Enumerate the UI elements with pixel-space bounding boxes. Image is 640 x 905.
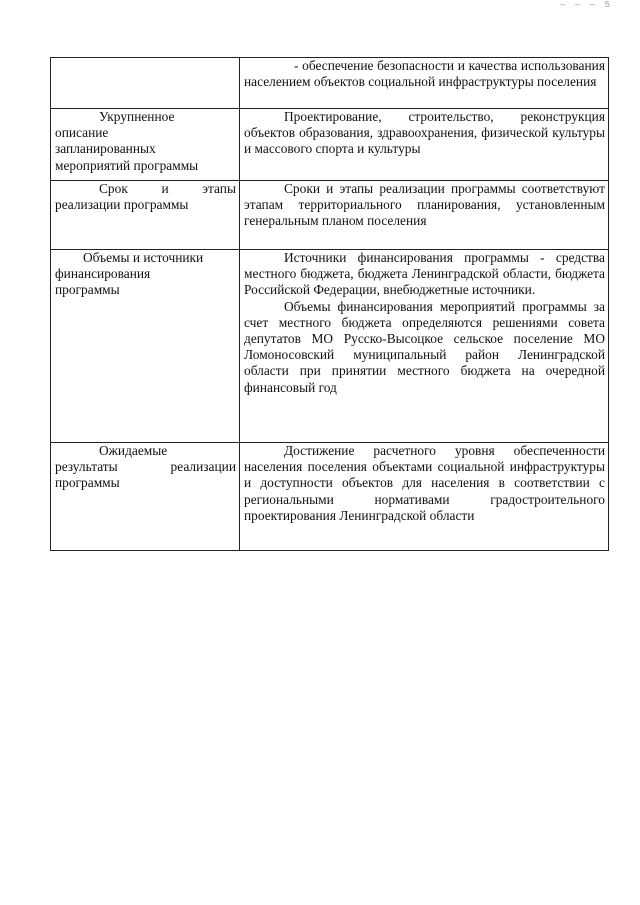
row-content-cell <box>240 443 609 551</box>
content-paragraph: Сроки и этапы реализации программы соответствуют этапам территориального планирования, установленным генеральным планом поселения <box>244 181 605 229</box>
label-word: результаты <box>55 459 118 475</box>
label-line: Укрупненное <box>99 109 175 124</box>
row-content-cell <box>240 58 609 109</box>
row-label-cell <box>51 181 240 250</box>
label-line: описание <box>55 125 109 141</box>
scan-artifact: — — — 5 <box>560 0 612 10</box>
label-line: Ожидаемые <box>99 443 168 458</box>
table-row <box>51 443 609 551</box>
row-content-cell <box>240 250 609 443</box>
row-content-cell <box>240 109 609 181</box>
table-row <box>51 181 609 250</box>
label-word: Срок <box>99 181 128 196</box>
table-row <box>51 58 609 109</box>
content-paragraph: Объемы финансирования мероприятий программы за счет местного бюджета определяются решениями совета депутатов МО Русско-Высоцкое сельское поселение МО Ломоносовский муниципальный район Ленинградской области при принятии местного бюджета на очередной финансовый год <box>244 298 605 395</box>
label-word: этапы <box>202 181 236 196</box>
content-paragraph: Достижение расчетного уровня обеспеченности населения поселения объектами социальной инфраструктуры и доступности объектов для населения в соответствии с региональными нормативами градостроительного проектирования Ленинградской области <box>244 443 605 523</box>
row-label-cell <box>51 58 240 109</box>
label-line: Объемы и источники <box>83 250 204 265</box>
label-word: и <box>161 181 169 196</box>
label-line <box>55 459 236 475</box>
row-label-cell <box>51 250 240 443</box>
label-line <box>55 181 236 197</box>
label-line: мероприятий программы <box>55 157 199 173</box>
program-passport-table <box>50 57 609 551</box>
label-line: запланированных <box>55 141 156 157</box>
content-paragraph: - обеспечение безопасности и качества использования населением объектов социальной инфраструктуры поселения <box>244 58 605 90</box>
label-line: программы <box>55 475 120 491</box>
row-label-cell <box>51 109 240 181</box>
label-line: реализации программы <box>55 197 189 213</box>
table-row <box>51 250 609 443</box>
table-row <box>51 109 609 181</box>
row-content-cell <box>240 181 609 250</box>
label-line: программы <box>55 282 120 298</box>
label-word: реализации <box>170 459 236 475</box>
content-paragraph: Источники финансирования программы - средства местного бюджета, бюджета Ленинградской области, бюджета Российской Федерации, внебюджетные источники. <box>244 250 605 298</box>
content-paragraph: Проектирование, строительство, реконструкция объектов образования, здравоохранения, физической культуры и массового спорта и культуры <box>244 109 605 157</box>
row-label-cell <box>51 443 240 551</box>
label-line: финансирования <box>55 266 151 282</box>
